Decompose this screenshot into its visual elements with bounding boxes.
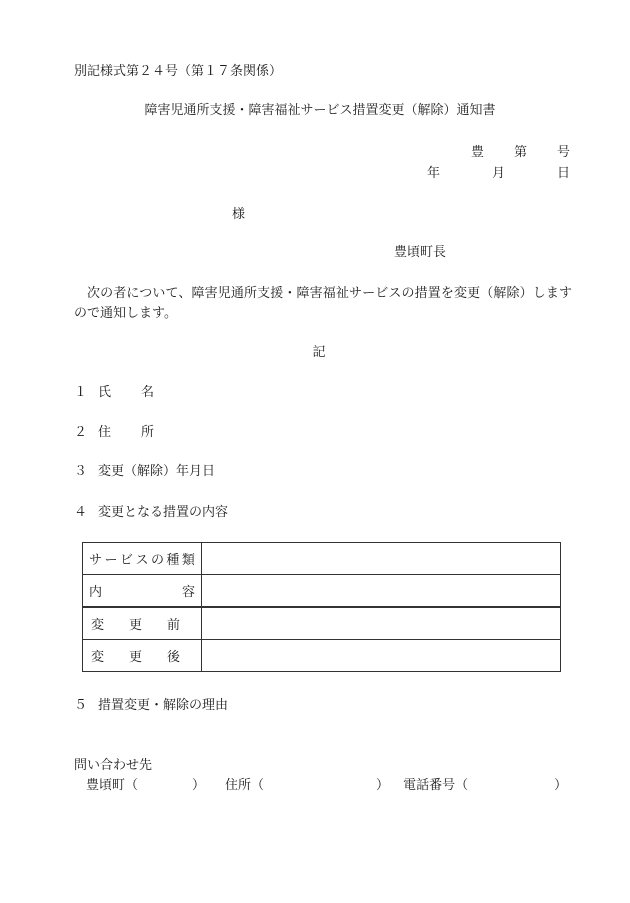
item-change-content — [74, 505, 228, 521]
item-label-part: 名 — [140, 385, 154, 400]
addressee-honorific: 様 — [232, 207, 246, 222]
item-label-part: 住 — [98, 425, 112, 440]
contact-town-label: 豊頃町（ — [86, 778, 139, 793]
measure-change-table — [82, 542, 561, 672]
label-char: 種 — [166, 553, 180, 568]
label-char: 容 — [181, 585, 195, 600]
after-change-value-cell[interactable] — [202, 640, 561, 672]
before-change-label-cell — [83, 607, 202, 640]
issuer-char: 豊 — [470, 145, 484, 160]
after-change-label-cell — [83, 640, 202, 672]
content-label — [89, 581, 195, 600]
label-char: 更 — [129, 618, 143, 633]
form-number: 別記様式第２４号（第１７条関係） — [74, 64, 283, 79]
item-label: 変更（解除）年月日 — [98, 464, 216, 479]
gou-char: 号 — [556, 145, 570, 160]
service-type-label-cell — [83, 543, 202, 575]
date-line — [427, 166, 570, 182]
year-char: 年 — [426, 166, 440, 181]
label-char: の — [150, 553, 164, 568]
reference-number-line — [441, 145, 570, 161]
body-paragraph: 次の者について、障害児通所支援・障害福祉サービスの措置を変更（解除）しますので通知します。 — [74, 286, 572, 321]
label-char: 前 — [167, 618, 181, 633]
label-char: ビ — [119, 553, 133, 568]
label-char: ス — [135, 553, 149, 568]
item-label: 措置変更・解除の理由 — [98, 698, 229, 713]
item-name — [74, 385, 154, 401]
table-row — [83, 640, 561, 672]
item-number: ５ — [74, 698, 88, 713]
contact-town-close: ） — [192, 778, 206, 793]
item-number: ２ — [74, 425, 88, 440]
contact-phone-label: 電話番号（ — [403, 778, 469, 793]
label-char: 変 — [91, 618, 105, 633]
dai-char: 第 — [513, 145, 527, 160]
service-type-label — [89, 549, 195, 568]
contact-phone-close: ） — [554, 778, 568, 793]
label-char: 変 — [91, 650, 105, 665]
before-change-label — [91, 614, 180, 633]
item-number: ４ — [74, 505, 88, 520]
item-label-part: 氏 — [98, 385, 112, 400]
label-char: サ — [89, 553, 103, 568]
contact-heading: 問い合わせ先 — [74, 758, 153, 773]
item-change-date — [74, 464, 215, 480]
contact-line — [86, 778, 567, 794]
document-title: 障害児通所支援・障害福祉サービス措置変更（解除）通知書 — [144, 103, 496, 118]
after-change-label — [91, 646, 180, 665]
contact-address-label: 住所（ — [225, 778, 265, 793]
label-char: 更 — [129, 650, 143, 665]
item-label: 変更となる措置の内容 — [98, 505, 229, 520]
table-row — [83, 575, 561, 608]
before-change-value-cell[interactable] — [202, 607, 561, 640]
item-number: ３ — [74, 464, 88, 479]
item-number: １ — [74, 385, 88, 400]
label-char: 類 — [181, 553, 195, 568]
label-char: 内 — [89, 585, 103, 600]
ki-heading: 記 — [312, 345, 326, 360]
table-row — [83, 543, 561, 575]
label-char: ー — [104, 553, 118, 568]
content-label-cell — [83, 575, 202, 608]
day-char: 日 — [556, 166, 570, 181]
label-char: 後 — [167, 650, 181, 665]
item-reason — [74, 698, 228, 714]
sender-name: 豊頃町長 — [394, 245, 447, 260]
item-address — [74, 425, 154, 441]
table-row — [83, 607, 561, 640]
month-char: 月 — [491, 166, 505, 181]
service-type-value-cell[interactable] — [202, 543, 561, 575]
item-label-part: 所 — [140, 425, 154, 440]
contact-address-close: ） — [376, 778, 390, 793]
content-value-cell[interactable] — [202, 575, 561, 608]
